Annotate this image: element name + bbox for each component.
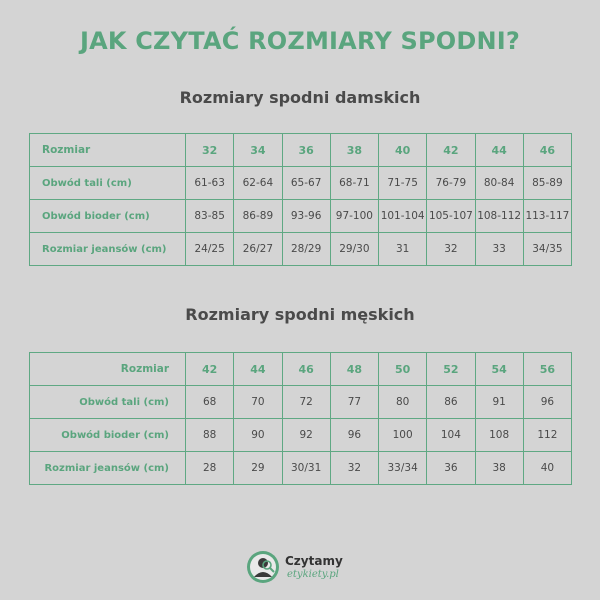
men-table-cell: 29 <box>234 452 282 485</box>
women-row-label: Obwód bioder (cm) <box>30 200 186 233</box>
women-table-cell: 26/27 <box>234 233 282 266</box>
men-size-header-cell: 56 <box>523 353 571 386</box>
magnifier-person-icon <box>246 550 280 584</box>
women-size-header-cell: 40 <box>379 134 427 167</box>
women-table-cell: 105-107 <box>427 200 475 233</box>
women-table-cell: 76-79 <box>427 167 475 200</box>
women-table-cell: 31 <box>379 233 427 266</box>
women-row-label: Obwód tali (cm) <box>30 167 186 200</box>
women-table-cell: 34/35 <box>523 233 571 266</box>
women-table-row <box>30 200 572 233</box>
men-size-header-cell: 42 <box>186 353 234 386</box>
men-table-cell: 86 <box>427 386 475 419</box>
men-size-header-cell: 46 <box>282 353 330 386</box>
women-table-cell: 85-89 <box>523 167 571 200</box>
men-table-cell: 72 <box>282 386 330 419</box>
men-table-cell: 33/34 <box>379 452 427 485</box>
men-row-label: Rozmiar <box>30 353 186 386</box>
women-table-cell: 80-84 <box>475 167 523 200</box>
men-table-cell: 28 <box>186 452 234 485</box>
men-table-cell: 112 <box>523 419 571 452</box>
logo-name: Czytamy <box>285 554 343 568</box>
women-table-cell: 93-96 <box>282 200 330 233</box>
women-size-header-cell: 36 <box>282 134 330 167</box>
men-table-row <box>30 386 572 419</box>
women-row-label: Rozmiar jeansów (cm) <box>30 233 186 266</box>
women-table-cell: 33 <box>475 233 523 266</box>
men-table-row <box>30 353 572 386</box>
men-table-cell: 100 <box>379 419 427 452</box>
women-table-cell: 83-85 <box>186 200 234 233</box>
men-size-header-cell: 50 <box>379 353 427 386</box>
men-size-header-cell: 54 <box>475 353 523 386</box>
women-table-cell: 61-63 <box>186 167 234 200</box>
men-table-cell: 68 <box>186 386 234 419</box>
women-table-cell: 24/25 <box>186 233 234 266</box>
women-table-row <box>30 233 572 266</box>
men-table-cell: 90 <box>234 419 282 452</box>
men-size-table <box>29 352 572 485</box>
men-table-row <box>30 419 572 452</box>
men-table-cell: 96 <box>330 419 378 452</box>
women-table-cell: 62-64 <box>234 167 282 200</box>
women-size-header-cell: 46 <box>523 134 571 167</box>
men-row-label: Obwód tali (cm) <box>30 386 186 419</box>
men-table-cell: 80 <box>379 386 427 419</box>
page-title: JAK CZYTAĆ ROZMIARY SPODNI? <box>79 27 520 55</box>
logo <box>246 548 366 588</box>
men-table-cell: 104 <box>427 419 475 452</box>
men-table-cell: 40 <box>523 452 571 485</box>
men-table-cell: 92 <box>282 419 330 452</box>
women-row-label: Rozmiar <box>30 134 186 167</box>
men-table-cell: 96 <box>523 386 571 419</box>
women-table-cell: 65-67 <box>282 167 330 200</box>
women-section-heading: Rozmiary spodni damskich <box>179 88 421 107</box>
women-size-header-cell: 42 <box>427 134 475 167</box>
women-table-row <box>30 134 572 167</box>
men-table-cell: 38 <box>475 452 523 485</box>
men-table-cell: 70 <box>234 386 282 419</box>
women-table-cell: 71-75 <box>379 167 427 200</box>
women-table-row <box>30 167 572 200</box>
men-table-cell: 30/31 <box>282 452 330 485</box>
men-row-label: Rozmiar jeansów (cm) <box>30 452 186 485</box>
men-table-cell: 36 <box>427 452 475 485</box>
women-table-cell: 108-112 <box>475 200 523 233</box>
men-table-cell: 91 <box>475 386 523 419</box>
men-size-header-cell: 48 <box>330 353 378 386</box>
men-table-row <box>30 452 572 485</box>
men-table-cell: 32 <box>330 452 378 485</box>
women-table-cell: 29/30 <box>330 233 378 266</box>
men-table-cell: 77 <box>330 386 378 419</box>
women-table-cell: 32 <box>427 233 475 266</box>
women-size-header-cell: 32 <box>186 134 234 167</box>
women-size-header-cell: 38 <box>330 134 378 167</box>
men-size-header-cell: 44 <box>234 353 282 386</box>
men-size-header-cell: 52 <box>427 353 475 386</box>
men-row-label: Obwód bioder (cm) <box>30 419 186 452</box>
logo-subtitle: etykiety.pl <box>287 569 339 580</box>
women-size-header-cell: 34 <box>234 134 282 167</box>
men-table-cell: 88 <box>186 419 234 452</box>
women-table-cell: 113-117 <box>523 200 571 233</box>
women-size-header-cell: 44 <box>475 134 523 167</box>
women-table-cell: 86-89 <box>234 200 282 233</box>
men-section-heading: Rozmiary spodni męskich <box>185 305 415 324</box>
women-table-cell: 97-100 <box>330 200 378 233</box>
women-table-cell: 28/29 <box>282 233 330 266</box>
men-table-cell: 108 <box>475 419 523 452</box>
women-table-cell: 68-71 <box>330 167 378 200</box>
women-size-table <box>29 133 572 266</box>
women-table-cell: 101-104 <box>379 200 427 233</box>
